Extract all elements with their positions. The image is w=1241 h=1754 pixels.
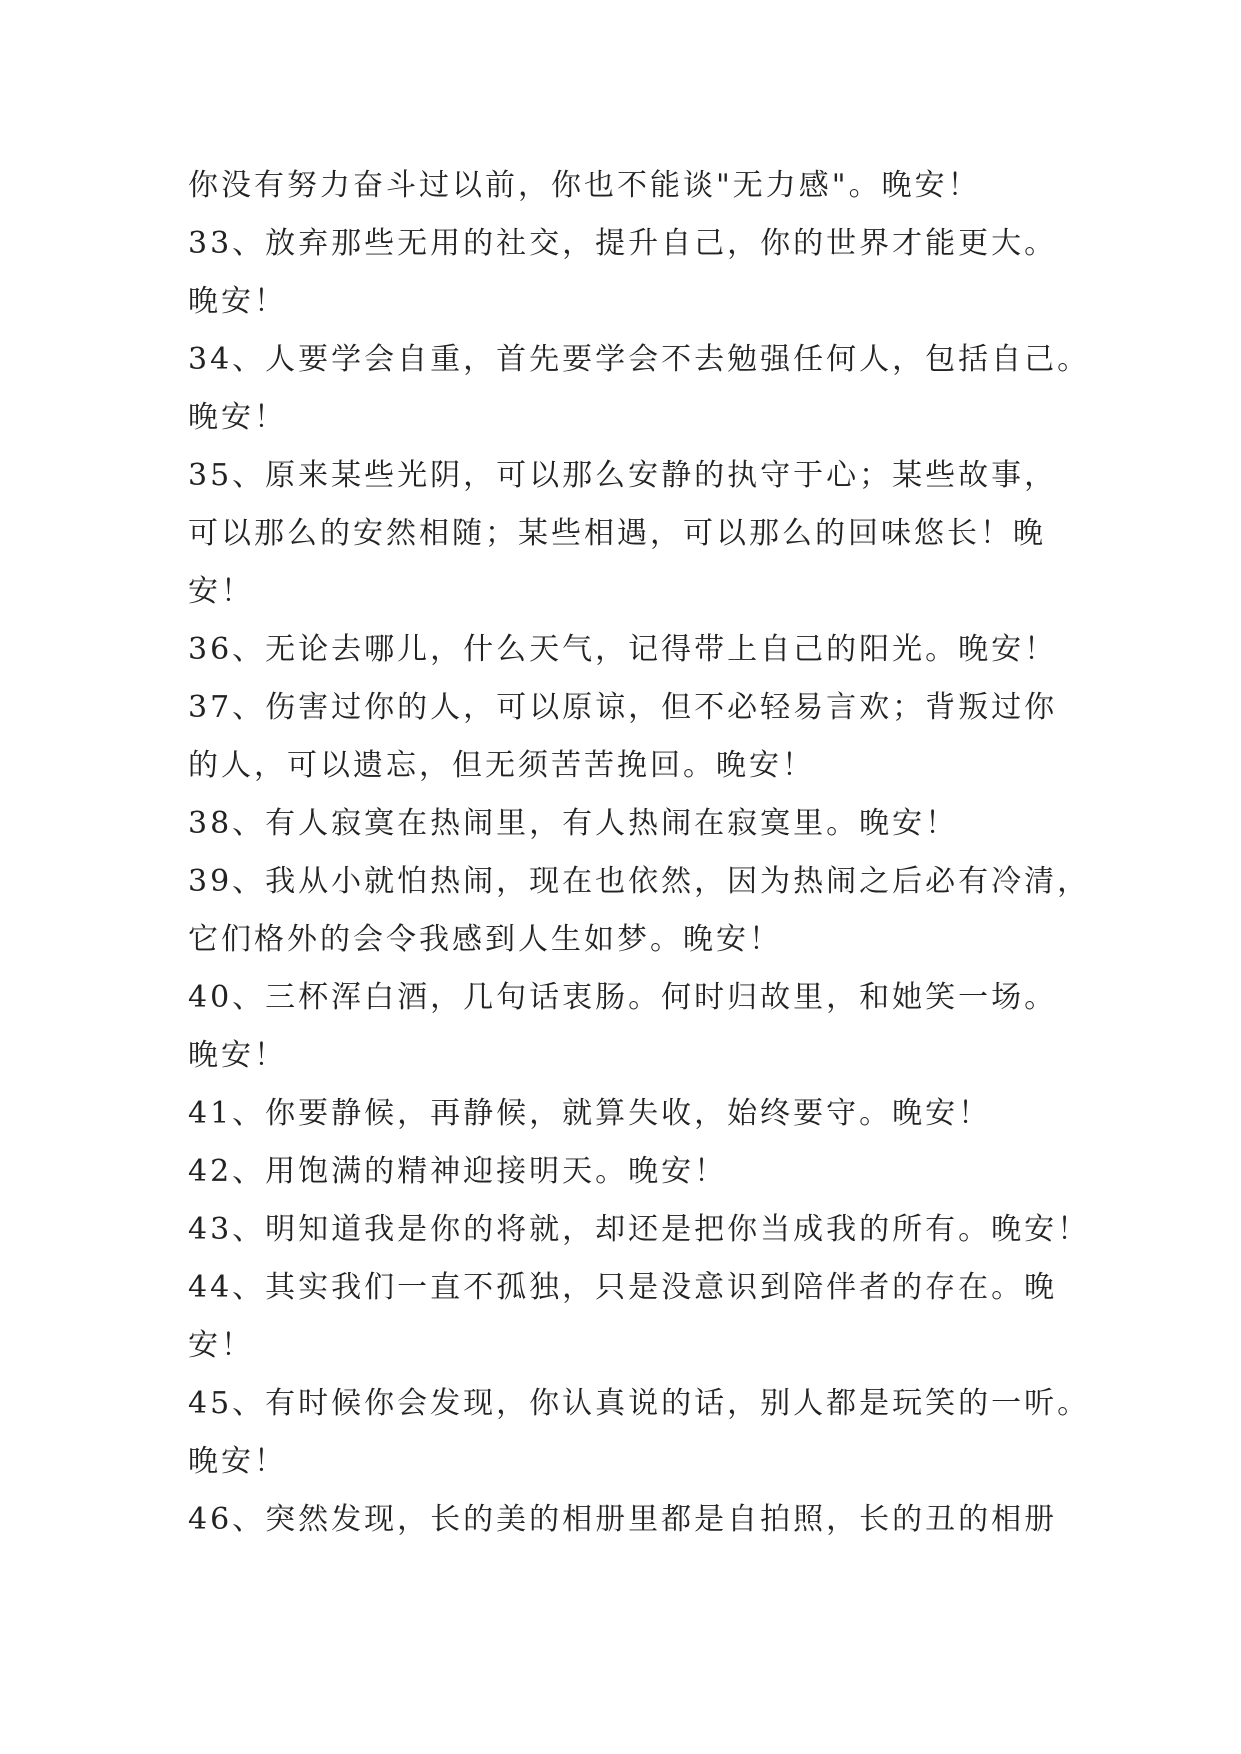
text-line: 35、原来某些光阴，可以那么安静的执守于心；某些故事， (188, 458, 1058, 493)
text-line: 36、无论去哪儿，什么天气，记得带上自己的阳光。晚安！ (188, 632, 1058, 667)
text-line: 晚安！ (188, 1038, 287, 1073)
text-line: 37、伤害过你的人，可以原谅，但不必轻易言欢；背叛过你 (188, 690, 1058, 725)
text-line: 晚安！ (188, 284, 287, 319)
text-line: 晚安！ (188, 1444, 287, 1479)
text-line: 46、突然发现，长的美的相册里都是自拍照，长的丑的相册 (188, 1502, 1058, 1537)
text-line: 40、三杯浑白酒，几句话衷肠。何时归故里，和她笑一场。 (188, 980, 1058, 1015)
text-line: 39、我从小就怕热闹，现在也依然，因为热闹之后必有冷清， (188, 864, 1091, 899)
text-line: 它们格外的会令我感到人生如梦。晚安！ (188, 922, 782, 957)
text-line: 41、你要静候，再静候，就算失收，始终要守。晚安！ (188, 1096, 992, 1131)
text-line: 38、有人寂寞在热闹里，有人热闹在寂寞里。晚安！ (188, 806, 959, 841)
text-line: 安！ (188, 1328, 254, 1363)
text-line: 33、放弃那些无用的社交，提升自己，你的世界才能更大。 (188, 226, 1058, 261)
text-line: 晚安！ (188, 400, 287, 435)
text-line: 44、其实我们一直不孤独，只是没意识到陪伴者的存在。晚 (188, 1270, 1058, 1305)
text-line: 34、人要学会自重，首先要学会不去勉强任何人，包括自己。 (188, 342, 1091, 377)
document-body (188, 157, 1091, 1549)
text-line: 可以那么的安然相随；某些相遇，可以那么的回味悠长！晚 (188, 516, 1046, 551)
text-line: 42、用饱满的精神迎接明天。晚安！ (188, 1154, 728, 1189)
text-line: 的人，可以遗忘，但无须苦苦挽回。晚安！ (188, 748, 815, 783)
text-line: 你没有努力奋斗过以前，你也不能谈"无力感"。晚安！ (188, 168, 981, 203)
text-line: 安！ (188, 574, 254, 609)
text-line: 43、明知道我是你的将就，却还是把你当成我的所有。晚安！ (188, 1212, 1091, 1247)
text-line: 45、有时候你会发现，你认真说的话，别人都是玩笑的一听。 (188, 1386, 1091, 1421)
